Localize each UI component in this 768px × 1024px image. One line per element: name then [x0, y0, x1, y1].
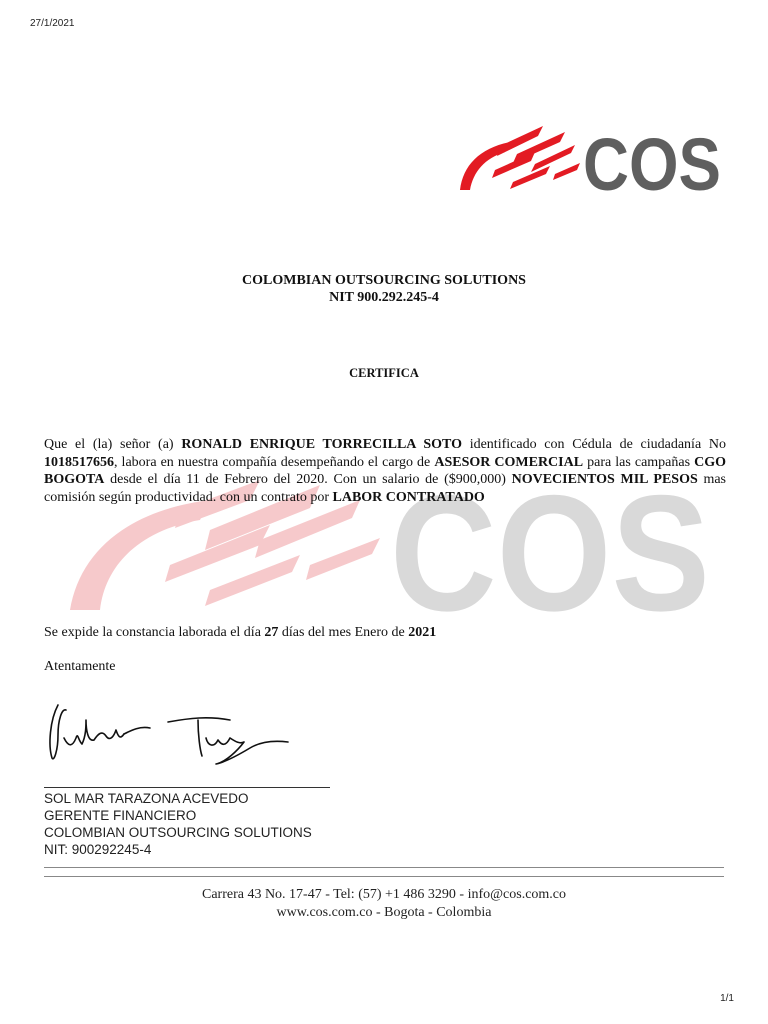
- footer-address: Carrera 43 No. 17-47 - Tel: (57) +1 486 3290 - info@cos.com.co: [201, 887, 567, 902]
- employee-campaign: CGO BOGOTA: [44, 454, 726, 487]
- page-number: 1/1: [720, 993, 734, 1004]
- watermark-text: COS: [390, 470, 710, 620]
- salary-words: NOVECIENTOS MIL PESOS: [511, 472, 698, 487]
- logo-text: COS: [583, 123, 721, 196]
- signer-block: [44, 790, 312, 858]
- signer-role: GERENTE FINANCIERO: [44, 808, 197, 823]
- issue-text-1: Se expide la constancia laborada el día: [44, 625, 265, 640]
- closing-salutation: Atentamente: [44, 659, 116, 674]
- body-text-3: , labora en nuestra compañía desempeñando el cargo de: [114, 454, 435, 470]
- footer: [0, 886, 768, 922]
- body-text-4: para las campañas: [583, 454, 695, 470]
- document-header: [0, 272, 768, 306]
- company-logo: [455, 120, 725, 196]
- body-text-2: identificado con Cédula de ciudadanía No: [461, 437, 726, 452]
- handwritten-signature: [40, 690, 300, 775]
- employee-name: RONALD ENRIQUE TORRECILLA SOTO: [181, 437, 462, 452]
- signer-company: COLOMBIAN OUTSOURCING SOLUTIONS: [44, 825, 312, 840]
- certificate-body: [44, 436, 726, 506]
- signature-line: [44, 787, 330, 788]
- body-text-5: desde el día 11 de Febrero del 2020. Con un salario de ($900,000): [104, 472, 512, 487]
- issue-text-2: días del mes Enero de: [278, 625, 409, 640]
- issue-year: 2021: [408, 625, 437, 640]
- issue-statement: [44, 625, 436, 641]
- footer-divider-bottom: [44, 876, 724, 877]
- company-name: COLOMBIAN OUTSOURCING SOLUTIONS: [242, 273, 526, 288]
- employee-id: 1018517656: [44, 454, 114, 470]
- signer-nit: NIT: 900292245-4: [44, 842, 152, 857]
- body-text-6: mas comisión según productividad. con un contrato por: [44, 472, 726, 505]
- employee-position: ASESOR COMERCIAL: [434, 454, 584, 470]
- issue-day: 27: [264, 625, 279, 640]
- footer-website: www.cos.com.co - Bogota - Colombia: [276, 905, 492, 920]
- signer-name: SOL MAR TARAZONA ACEVEDO: [44, 791, 249, 806]
- footer-divider-top: [44, 867, 724, 868]
- document-title: CERTIFICA: [349, 366, 419, 380]
- print-date: 27/1/2021: [30, 18, 75, 29]
- body-text-1: Que el (la) señor (a): [44, 437, 182, 452]
- contract-type: LABOR CONTRATADO: [332, 489, 485, 505]
- company-nit: NIT 900.292.245-4: [329, 290, 439, 305]
